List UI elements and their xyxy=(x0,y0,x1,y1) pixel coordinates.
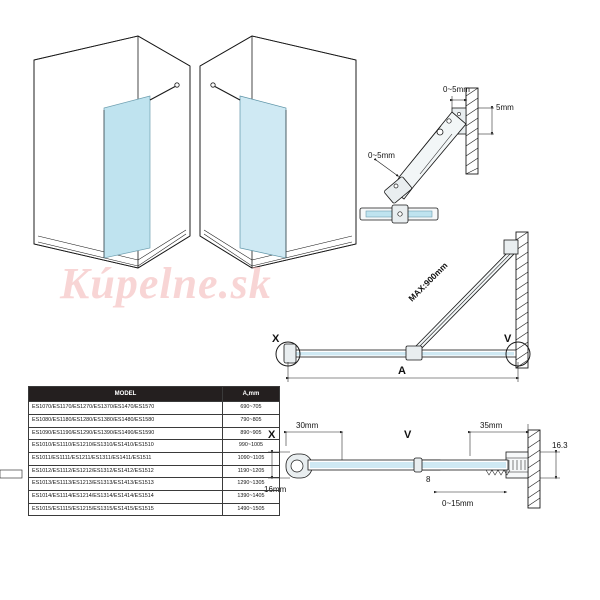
cell-model: ES1070/ES1170/ES1270/ES1370/ES1470/ES1570 xyxy=(29,402,223,415)
cell-a: 890~905 xyxy=(223,427,280,440)
cell-a: 1490~1505 xyxy=(223,503,280,516)
label-detail-v-eight: 8 xyxy=(426,475,431,484)
cell-a: 1090~1105 xyxy=(223,452,280,465)
label-gap-top: 0~5mm xyxy=(443,85,470,94)
label-dim-a: A xyxy=(398,365,406,377)
iso-enclosure-left xyxy=(34,36,190,268)
table-body xyxy=(29,402,280,516)
cell-a: 1290~1305 xyxy=(223,478,280,491)
label-mark-x-2: X xyxy=(268,429,276,441)
cell-model: ES1015/ES1115/ES1215/ES1315/ES1415/ES1515 xyxy=(29,503,223,516)
table-header-model: MODEL xyxy=(29,387,223,402)
cell-model: ES1014/ES1114/ES1214/ES1314/ES1414/ES1514 xyxy=(29,491,223,504)
wall-bracket-detail xyxy=(360,85,514,223)
cell-a: 990~1005 xyxy=(223,440,280,453)
label-mark-v-1: V xyxy=(504,333,512,345)
model-dimension-table xyxy=(28,386,280,516)
table-header-a: A,mm xyxy=(223,387,280,402)
cell-a: 690~705 xyxy=(223,402,280,415)
table-row xyxy=(29,427,280,440)
cell-model: ES1080/ES1180/ES1280/ES1380/ES1480/ES1580 xyxy=(29,414,223,427)
cell-a: 1190~1205 xyxy=(223,465,280,478)
label-max-length: MAX:900mm xyxy=(406,260,450,304)
table-row xyxy=(29,414,280,427)
label-mark-v-2: V xyxy=(404,429,412,441)
table-row xyxy=(29,491,280,504)
label-detail-v-width: 35mm xyxy=(480,421,503,430)
cell-model: ES1010/ES1110/ES1210/ES1310/ES1410/ES1510 xyxy=(29,440,223,453)
table-row xyxy=(29,465,280,478)
label-detail-v-range: 0~15mm xyxy=(442,499,474,508)
label-mark-x-1: X xyxy=(272,333,280,345)
iso-enclosure-right xyxy=(200,36,356,268)
label-gap-left: 0~5mm xyxy=(368,151,395,160)
table-row xyxy=(29,452,280,465)
label-detail-x-height: 16mm xyxy=(264,485,287,494)
cell-a: 790~805 xyxy=(223,414,280,427)
cell-model: ES1090/ES1190/ES1290/ES1390/ES1490/ES1590 xyxy=(29,427,223,440)
label-detail-v-height: 16.3 xyxy=(552,441,568,450)
cell-model: ES1011/ES1111/ES1211/ES1311/ES1411/ES1511 xyxy=(29,452,223,465)
cell-a: 1390~1405 xyxy=(223,491,280,504)
cell-model: ES1012/ES1112/ES1212/ES1312/ES1412/ES1512 xyxy=(29,465,223,478)
detail-x xyxy=(264,421,440,494)
label-bracket-height: 5mm xyxy=(496,103,514,112)
table-row xyxy=(29,503,280,516)
watermark: Kúpelne.sk xyxy=(60,259,272,308)
table-row xyxy=(29,402,280,415)
label-detail-x-width: 30mm xyxy=(296,421,319,430)
table-row xyxy=(29,440,280,453)
table-row xyxy=(29,478,280,491)
cell-model: ES1013/ES1113/ES1213/ES1313/ES1413/ES1513 xyxy=(29,478,223,491)
table-header-row xyxy=(29,387,280,402)
